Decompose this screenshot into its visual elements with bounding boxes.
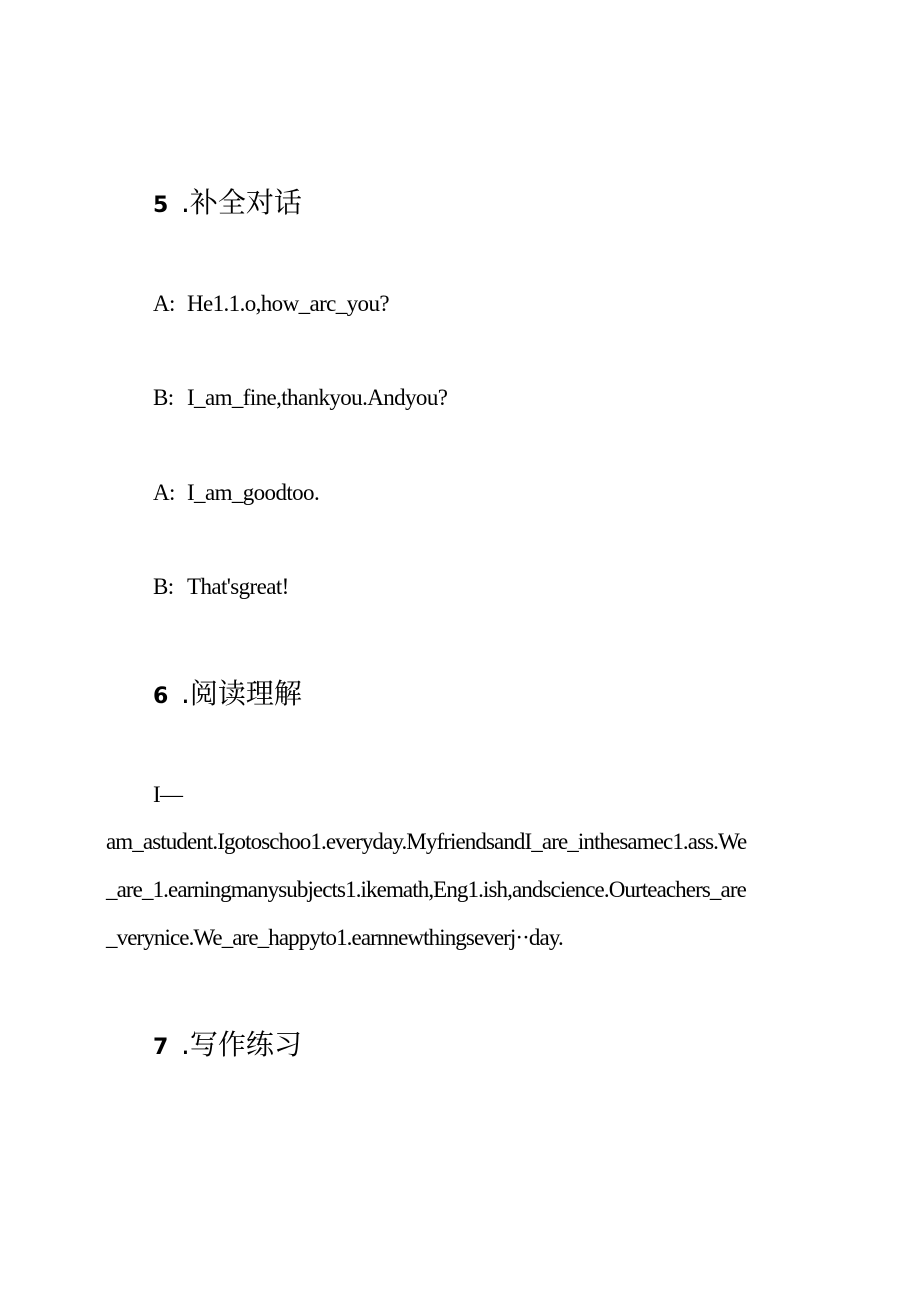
section-7-heading	[153, 1028, 302, 1061]
dialogue-text: He1.1.o,how_arc_you?	[187, 291, 389, 316]
dialogue-speaker: A:	[153, 480, 175, 505]
dialogue-text: I_am_goodtoo.	[187, 480, 320, 505]
section-separator: .	[181, 677, 190, 710]
dialogue-speaker: A:	[153, 291, 175, 316]
section-title: 补全对话	[189, 186, 302, 219]
section-title: 阅读理解	[189, 677, 302, 710]
section-5-heading	[153, 186, 302, 219]
dialogue-line	[153, 292, 389, 315]
dialogue-text: I_am_fine,thankyou.Andyou?	[187, 385, 448, 410]
dialogue-text: That'sgreat!	[187, 574, 289, 599]
dialogue-line	[153, 575, 289, 598]
dialogue-line	[153, 386, 447, 409]
reading-line: _verynice.We_are_happyto1.earnnewthingseverj··day.	[106, 925, 563, 950]
section-separator: .	[181, 186, 190, 219]
dialogue-speaker: B:	[153, 574, 174, 599]
reading-line: _are_1.earningmanysubjects1.ikemath,Eng1.ish,andscience.Ourteachers_are	[106, 877, 746, 902]
section-separator: .	[181, 1028, 190, 1061]
reading-lead: I—	[153, 782, 183, 807]
reading-line: am_astudent.Igotoschoo1.everyday.MyfriendsandI_are_inthesamec1.ass.We	[106, 829, 747, 854]
dialogue-speaker: B:	[153, 385, 174, 410]
section-6-heading	[153, 677, 302, 710]
section-number: 6	[153, 684, 169, 709]
section-number: 5	[153, 193, 169, 218]
section-number: 7	[153, 1035, 169, 1060]
reading-passage	[106, 818, 826, 962]
dialogue-line	[153, 481, 319, 504]
section-title: 写作练习	[189, 1028, 302, 1061]
